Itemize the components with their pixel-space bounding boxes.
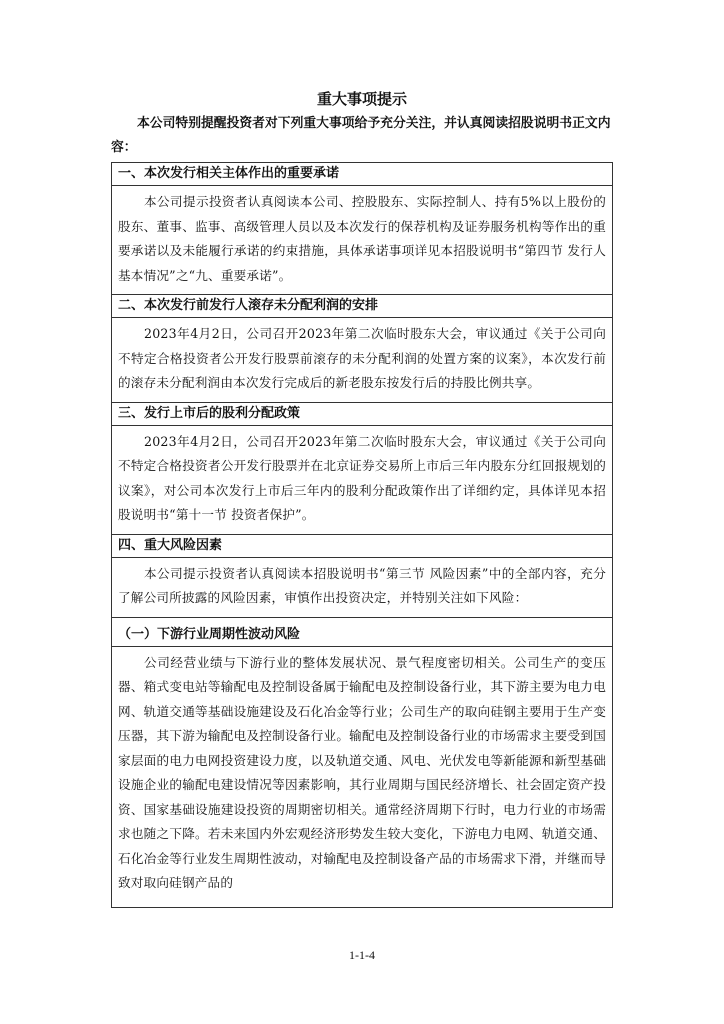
section-heading-1: 一、本次发行相关主体作出的重要承诺	[118, 166, 340, 181]
divider	[112, 185, 612, 186]
divider	[112, 646, 612, 647]
section-1-paragraph: 本公司提示投资者认真阅读本公司、控股股东、实际控制人、持有5%以上股份的股东、董事、监事、高级管理人员以及本次发行的保荐机构及证券服务机构等作出的重要承诺以及未能履行承诺的约束措施，具体承诺事项详见本招股说明书“第四节 发行人基本情况”之“九、重要承诺”。	[118, 194, 606, 283]
divider	[112, 557, 612, 558]
subsection-heading: （一）下游行业周期性波动风险	[118, 626, 301, 642]
notice-box	[111, 162, 613, 908]
section-heading-4: 四、重大风险因素	[118, 537, 223, 553]
section-3-paragraph: 2023年4月2日，公司召开2023年第二次临时股东大会，审议通过《关于公司向不特定合格投资者公开发行股票并在北京证券交易所上市后三年内股东分红回报规划的议案》，对公司本次发行上市后三年内的股利分配政策作出了详细约定，具体详见本招股说明书“第十一节 投资者保护”。	[118, 433, 606, 522]
section-heading-3: 三、发行上市后的股利分配政策	[118, 405, 301, 421]
divider	[112, 425, 612, 426]
page-number: 1-1-4	[349, 948, 375, 962]
intro-text: 本公司特别提醒投资者对下列重大事项给予充分关注，并认真阅读招股说明书正文内容：	[111, 116, 611, 155]
page-title: 重大事项提示	[316, 90, 407, 108]
section-4-paragraph: 本公司提示投资者认真阅读本招股说明书“第三节 风险因素”中的全部内容，充分了解公司所披露的风险因素，审慎作出投资决定，并特别关注如下风险：	[118, 565, 606, 605]
section-2-paragraph: 2023年4月2日，公司召开2023年第二次临时股东大会，审议通过《关于公司向不特定合格投资者公开发行股票前滚存的未分配利润的处置方案的议案》，本次发行前的滚存未分配利润由本次发行完成后的新老股东按发行后的持股比例共享。	[118, 326, 606, 390]
divider	[112, 317, 612, 318]
section-heading-2: 二、本次发行前发行人滚存未分配利润的安排	[118, 298, 379, 313]
divider	[112, 617, 612, 618]
subsection-paragraph: 公司经营业绩与下游行业的整体发展状况、景气程度密切相关。公司生产的变压器、箱式变电站等输配电及控制设备属于输配电及控制设备行业，其下游主要为电力电网、轨道交通等基础设施建设及石化冶金等行业；公司生产的取向硅钢主要用于生产变压器，其下游为输配电及控制设备行业。输配电及控制设备行业的市场需求主要受到国家层面的电力电网投资建设力度，以及轨道交通、风电、光伏发电等新能源和新型基础设施企业的输配电建设情况等因素影响，其行业周期与国民经济增长、社会固定资产投资、国家基础设施建设投资的周期密切相关。通常经济周期下行时，电力行业的市场需求也随之下降。若未来国内外宏观经济形势发生较大变化，下游电力电网、轨道交通、石化冶金等行业发生周期性波动，对输配电及控制设备产品的市场需求下滑，并继而导致对取向硅钢产品的	[118, 654, 606, 890]
